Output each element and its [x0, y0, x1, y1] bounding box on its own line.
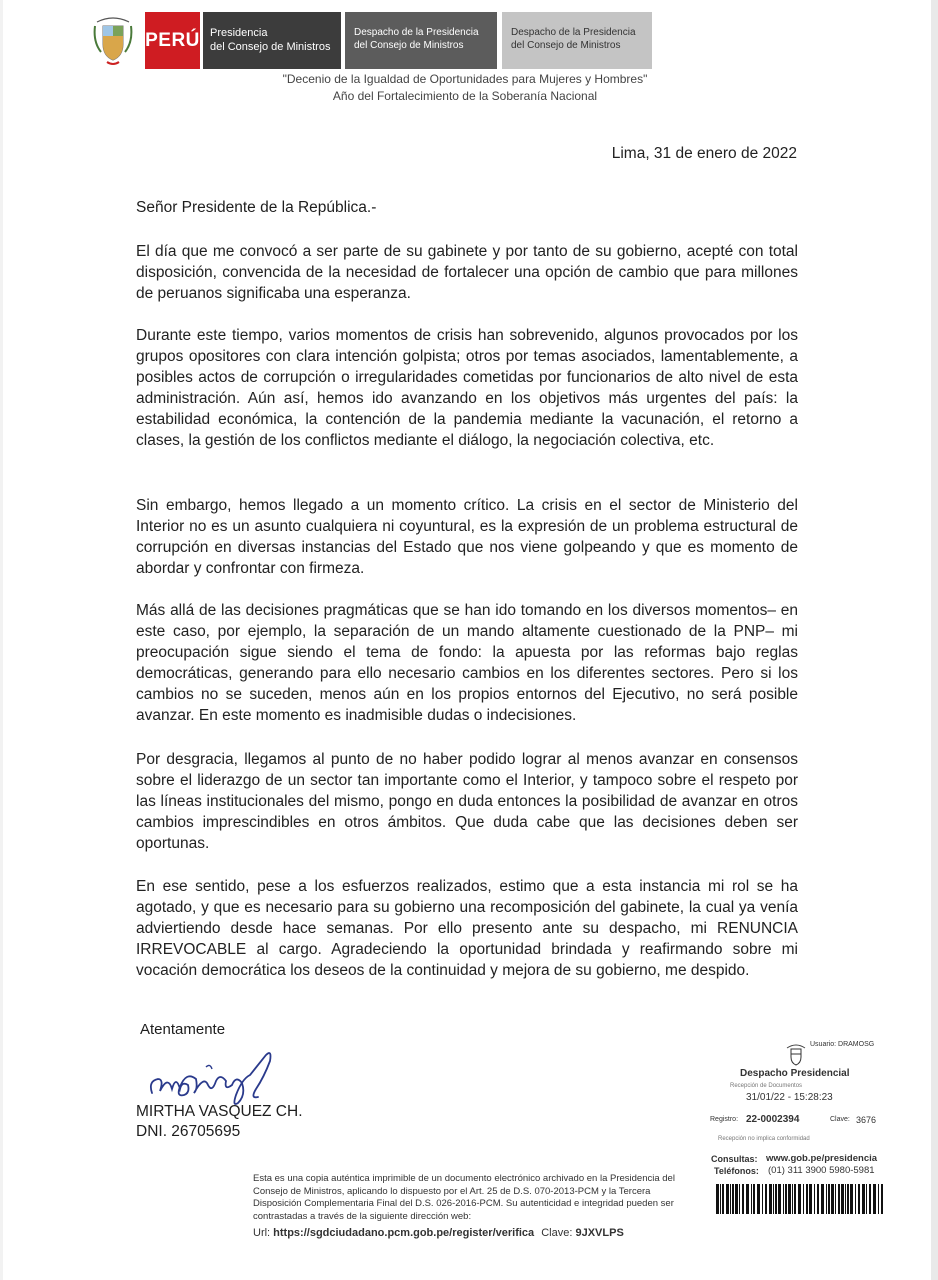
pcm-line2: del Consejo de Ministros [210, 41, 331, 53]
stamp-registro-label: Registro: [710, 1116, 739, 1123]
salutation: Señor Presidente de la República.- [136, 199, 377, 216]
peru-logo [145, 12, 200, 69]
page-edge [0, 0, 3, 1280]
despacho-logo [345, 12, 497, 69]
pcm-logo [203, 12, 341, 69]
barcode-bar [803, 1184, 804, 1214]
paragraph-1: El día que me convocó a ser parte de su gabinete y por tanto de su gobierno, acepté con total disposición, convencida de la necesidad de fortalecer una opción de cambio que para millones de peruanos significaba una esperanza. [136, 243, 798, 302]
peru-logo-text: PERÚ [145, 29, 200, 51]
barcode-bar [855, 1184, 856, 1214]
barcode-bar [792, 1184, 793, 1214]
barcode-bar [826, 1184, 827, 1214]
stamp-small-line: Recepción de Documentos [730, 1083, 803, 1089]
stamp-clave: 3676 [856, 1115, 877, 1125]
despacho-logo-secondary [502, 12, 652, 69]
verification-url[interactable]: https://sgdciudadano.pcm.gob.pe/register/verifica [273, 1227, 535, 1239]
barcode-bar [858, 1184, 860, 1214]
stamp-user: Usuario: DRAMOSG [810, 1041, 875, 1048]
barcode-bar [716, 1184, 719, 1214]
barcode-bar [730, 1184, 731, 1214]
footer-clave: 9JXVLPS [575, 1227, 624, 1239]
barcode-bar [775, 1184, 777, 1214]
despacho-line1: Despacho de la Presidencia [354, 27, 479, 38]
coat-of-arms-icon [91, 12, 135, 68]
despacho-secondary-line2: del Consejo de Ministros [511, 40, 621, 51]
barcode-bar [866, 1184, 867, 1214]
barcode-bar [773, 1184, 774, 1214]
barcode-bar [788, 1184, 791, 1214]
signer-dni: DNI. 26705695 [136, 1123, 241, 1140]
barcode-bar [794, 1184, 796, 1214]
stamp-note: Recepción no implica conformidad [718, 1136, 810, 1142]
barcode-bar [765, 1184, 767, 1214]
barcode-bar [878, 1184, 879, 1214]
despacho-line2: del Consejo de Ministros [354, 40, 464, 51]
decenio-title: "Decenio de la Igualdad de Oportunidades para Mujeres y Hombres" [282, 72, 648, 86]
barcode-bar [847, 1184, 849, 1214]
page-edge-shadow [931, 0, 938, 1280]
closing: Atentamente [140, 1021, 226, 1038]
paragraph-4: Más allá de las decisiones pragmáticas que se han ido tomando en los diversos momentos– en este caso, por ejemplo, la separación de un mando altamente cuestionado de la PNP– mi preocupación sigue siendo el tema de fondo: la apuesta por las reformas bajo reglas democráticas, generando para ello necesario cambios en los diferentes sectores. Pero si los cambios no se suceden, menos aún en los propios entornos del Ejecutivo, no será posible avanzar. En este momento es inadmisible dudas o indecisiones. [136, 602, 798, 724]
barcode-bar [753, 1184, 755, 1214]
stamp-crest-icon [785, 1042, 807, 1066]
barcode-bar [742, 1184, 744, 1214]
paragraph-6: En ese sentido, pese a los esfuerzos realizados, estimo que a esta instancia mi rol se ha agotado, y que es necesario para su gobierno una recomposición del gabinete, la cual ya venía adviertiendo desde hace semanas. Por ello presento ante su despacho, mi RENUNCIA IRREVOCABLE al cargo. Agradeciendo la oportunidad brindada y reafirmando sobre mi vocación democrática los deseos de la continuidad y mejora de su gobierno, me despido. [136, 878, 798, 979]
stamp-office: Despacho Presidencial [740, 1068, 850, 1079]
authenticity-note: Esta es una copia auténtica imprimible de un documento electrónico archivado en la Presidencia del Consejo de Ministros, aplicando lo dispuesto por el Art. 25 de D.S. 070-2013-PCM y la Tercera Disposición Complementaria Final del D.S. 026-2016-PCM. Su autenticidad e integridad pueden ser contrastadas a través de la siguiente dirección web: [253, 1173, 675, 1222]
barcode-bar [751, 1184, 752, 1214]
barcode-icon [716, 1184, 886, 1214]
barcode-bar [873, 1184, 876, 1214]
signer-block [136, 1102, 303, 1142]
barcode-bar [817, 1184, 819, 1214]
barcode-bar [838, 1184, 840, 1214]
stamp-telefonos: (01) 311 3900 5980-5981 [768, 1165, 875, 1176]
paragraph-3: Sin embargo, hemos llegado a un momento crítico. La crisis en el sector de Ministerio del Interior no es un asunto cualquiera ni coyuntural, es la expresión de un problema estructural de corrupción en diversas instancias del Estado que nos viene golpeando y que es momento de abordar y confrontar con firmeza. [136, 497, 798, 577]
barcode-bar [841, 1184, 844, 1214]
barcode-bar [881, 1184, 883, 1214]
barcode-bar [732, 1184, 734, 1214]
paragraph-5: Por desgracia, llegamos al punto de no haber podido lograr al menos avanzar en consensos sobre el liderazgo de un sector tan importante como el Interior, y tampoco sobre el respeto por las líneas institucionales del mismo, pongo en duda entonces la posibilidad de avanzar en otros cambios imprescindibles en otros ámbitos. Que duda cabe que las decisiones deben ser oportunas. [136, 751, 798, 852]
barcode-bar [809, 1184, 812, 1214]
despacho-secondary-line1: Despacho de la Presidencia [511, 27, 636, 38]
pcm-line1: Presidencia [210, 27, 268, 39]
barcode-bar [798, 1184, 801, 1214]
barcode-bar [783, 1184, 784, 1214]
signer-name: MIRTHA VASQUEZ CH. [136, 1103, 303, 1120]
reception-stamp [708, 1038, 890, 1218]
barcode-bar [835, 1184, 836, 1214]
footer-clave-label: Clave: [541, 1227, 573, 1239]
barcode-bar [722, 1184, 724, 1214]
barcode-bar [746, 1184, 749, 1214]
barcode-bar [726, 1184, 729, 1214]
barcode-bar [806, 1184, 808, 1214]
barcode-bar [720, 1184, 721, 1214]
barcode-bar [762, 1184, 763, 1214]
url-label: Url: [253, 1227, 271, 1239]
stamp-registro: 22-0002394 [746, 1114, 800, 1125]
barcode-bar [814, 1184, 815, 1214]
paragraph-2: Durante este tiempo, varios momentos de crisis han sobrevenido, algunos provocados por los grupos opositores con clara intención golpista; otros por temas asociados, lamentablemente, a posibles actos de corrupción o irregularidades cometidas por funcionarios de alto nivel de esta administración. Aún así, hemos ido avanzando en los objetivos más urgentes del país: la estabilidad económica, la contención de la pandemia mediante la vacunación, el retorno a clases, la gestión de los conflictos mediante el diálogo, la negociación colectiva, etc. [136, 327, 798, 449]
letter-date: Lima, 31 de enero de 2022 [611, 145, 797, 162]
stamp-consultas-label: Consultas: [711, 1154, 758, 1164]
barcode-bar [845, 1184, 846, 1214]
barcode-bar [828, 1184, 830, 1214]
barcode-bar [739, 1184, 740, 1214]
barcode-bar [831, 1184, 834, 1214]
stamp-consultas: www.gob.pe/presidencia [766, 1153, 878, 1164]
barcode-bar [785, 1184, 787, 1214]
year-name: Año del Fortalecimiento de la Soberanía Nacional [332, 89, 598, 103]
barcode-bar [869, 1184, 871, 1214]
barcode-bar [778, 1184, 781, 1214]
barcode-bar [757, 1184, 760, 1214]
stamp-telefonos-label: Teléfonos: [714, 1166, 759, 1176]
stamp-datetime: 31/01/22 - 15:28:23 [746, 1092, 833, 1103]
barcode-bar [850, 1184, 853, 1214]
barcode-bar [735, 1184, 738, 1214]
barcode-bar [821, 1184, 824, 1214]
barcode-bar [769, 1184, 772, 1214]
verification-line [253, 1227, 624, 1239]
barcode-bar [862, 1184, 865, 1214]
stamp-clave-label: Clave: [830, 1116, 850, 1123]
